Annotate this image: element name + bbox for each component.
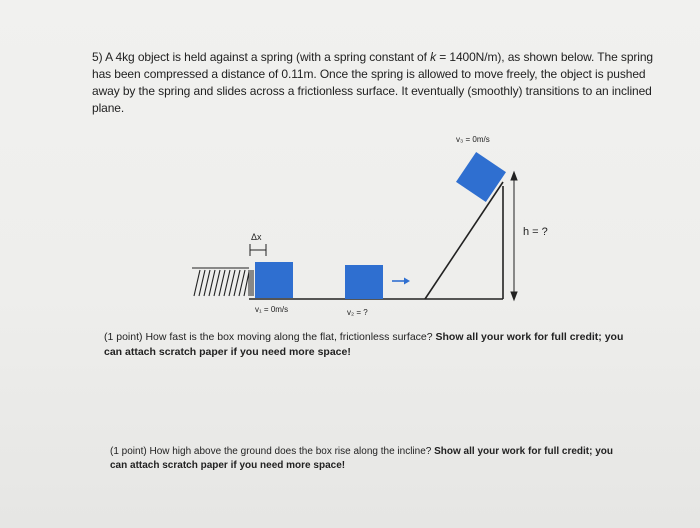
delta-x-marker (250, 244, 266, 256)
problem-text-part2: = 1400N/m), as shown below. The spring has been compressed a distance of 0.11m. Once the spring is allowed to move freely, the object is pushed away by the spring and slides across a frictionless surface. It eventually (smoothly) transitions to an inclined plane. (92, 50, 653, 115)
box-at-spring (255, 262, 293, 298)
question-1 (104, 330, 624, 360)
question-1-points: (1 point) (104, 331, 143, 343)
question-2-instruction: Show all your work for full credit; you can attach scratch paper if you need more space! (110, 446, 614, 471)
incline-line (425, 182, 503, 299)
v1-label: v₁ = 0m/s (255, 305, 289, 314)
problem-number: 5) (92, 50, 103, 64)
question-2-text: How high above the ground does the box rise along the incline? (146, 446, 435, 457)
box-on-incline (456, 152, 506, 202)
question-2-points: (1 point) (110, 446, 147, 457)
height-label: h = ? (523, 226, 548, 238)
question-1-instruction: Show all your work for full credit; you can attach scratch paper if you need more space! (104, 331, 624, 358)
spring (249, 270, 253, 296)
delta-x-label: Δx (251, 232, 262, 242)
question-2 (110, 445, 630, 473)
velocity-arrow-icon (392, 278, 410, 285)
question-1-text: How fast is the box moving along the flat, frictionless surface? (142, 331, 436, 343)
height-arrow-icon (511, 172, 517, 300)
problem-text-part1: A 4kg object is held against a spring (with a spring constant of (105, 50, 431, 64)
wall-hatching (192, 268, 249, 296)
v2-label: v₂ = ? (347, 308, 368, 317)
box-sliding (345, 265, 383, 299)
k-symbol: k (430, 50, 436, 64)
v3-label: v₃ = 0m/s (456, 135, 490, 144)
